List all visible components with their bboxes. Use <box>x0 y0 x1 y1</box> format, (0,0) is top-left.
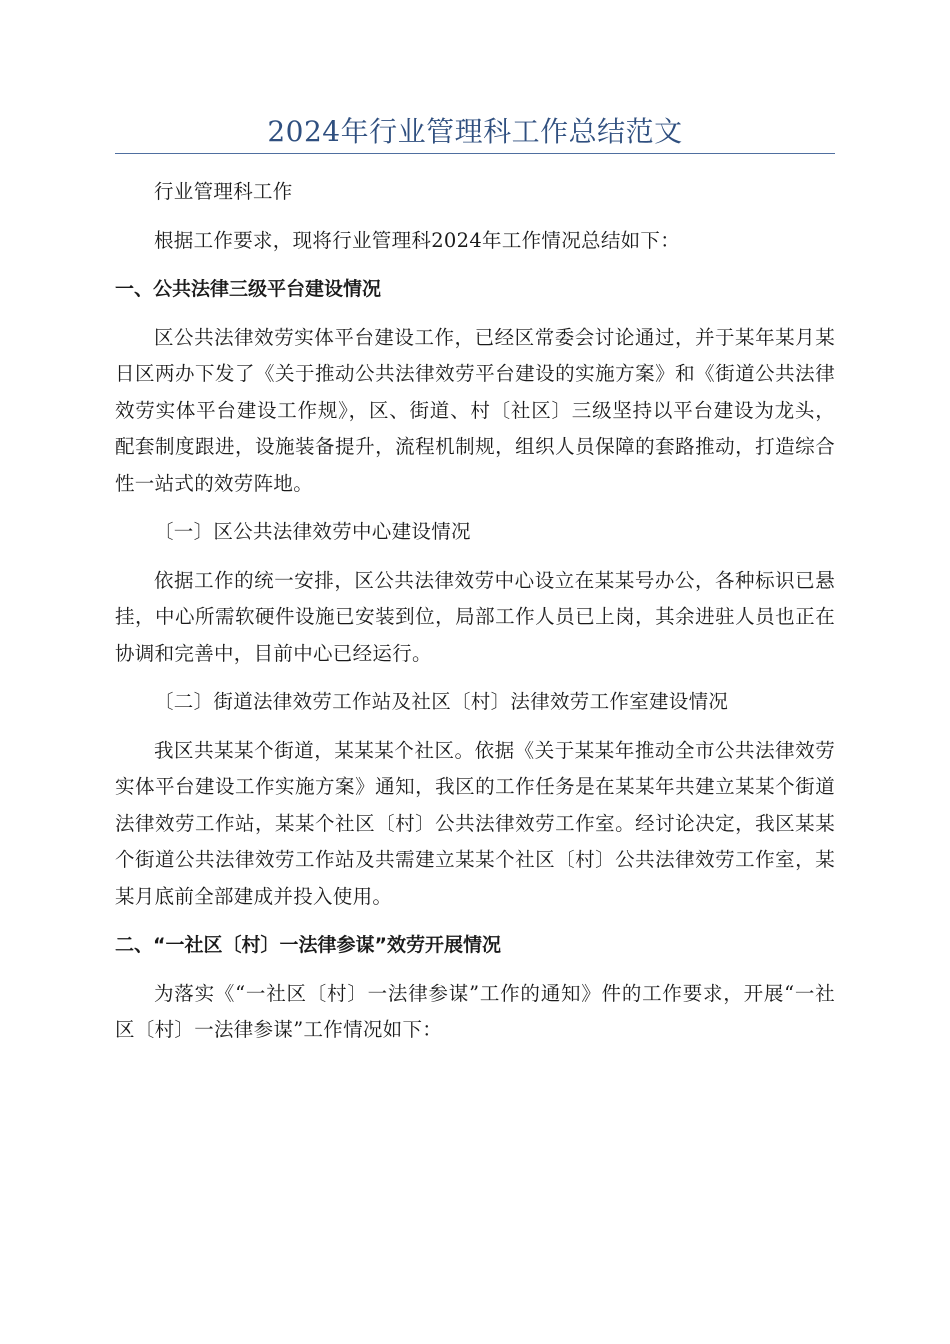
subsection-2-paragraph: 我区共某某个街道，某某某个社区。依据《关于某某年推动全市公共法律效劳实体平台建设工作实施方案》通知，我区的工作任务是在某某年共建立某某个街道法律效劳工作站，某某个社区〔村〕公共法律效劳工作室。经讨论决定，我区某某个街道公共法律效劳工作站及共需建立某某个社区〔村〕公共法律效劳工作室，某某月底前全部建成并投入使用。 <box>115 738 835 908</box>
intro-line: 行业管理科工作 <box>154 180 293 203</box>
title-underline <box>115 153 835 154</box>
subsection-1-heading: 〔一〕区公共法律效劳中心建设情况 <box>154 520 471 543</box>
subsection-2-heading: 〔二〕街道法律效劳工作站及社区〔村〕法律效劳工作室建设情况 <box>154 690 729 713</box>
document-body <box>115 174 835 1061</box>
section-2-paragraph: 为落实《“一社区〔村〕一法律参谋”工作的通知》件的工作要求，开展“一社区〔村〕一法律参谋”工作情况如下： <box>115 981 835 1041</box>
lead-paragraph: 根据工作要求，现将行业管理科2024年工作情况总结如下： <box>154 228 681 252</box>
subsection-1-paragraph: 依据工作的统一安排，区公共法律效劳中心设立在某某号办公，各种标识已悬挂，中心所需软硬件设施已安装到位，局部工作人员已上岗，其余进驻人员也正在协调和完善中，目前中心已经运行。 <box>115 568 835 665</box>
document-title: 2024年行业管理科工作总结范文 <box>267 115 683 148</box>
section-1-paragraph: 区公共法律效劳实体平台建设工作，已经区常委会讨论通过，并于某年某月某日区两办下发了《关于推动公共法律效劳平台建设的实施方案》和《街道公共法律效劳实体平台建设工作规》，区、街道、村〔社区〕三级坚持以平台建设为龙头，配套制度跟进，设施装备提升，流程机制规，组织人员保障的套路推动，打造综合性一站式的效劳阵地。 <box>115 325 835 495</box>
section-1-heading: 一、公共法律三级平台建设情况 <box>115 278 382 300</box>
section-2-heading: 二、“一社区〔村〕一法律参谋”效劳开展情况 <box>115 934 501 956</box>
